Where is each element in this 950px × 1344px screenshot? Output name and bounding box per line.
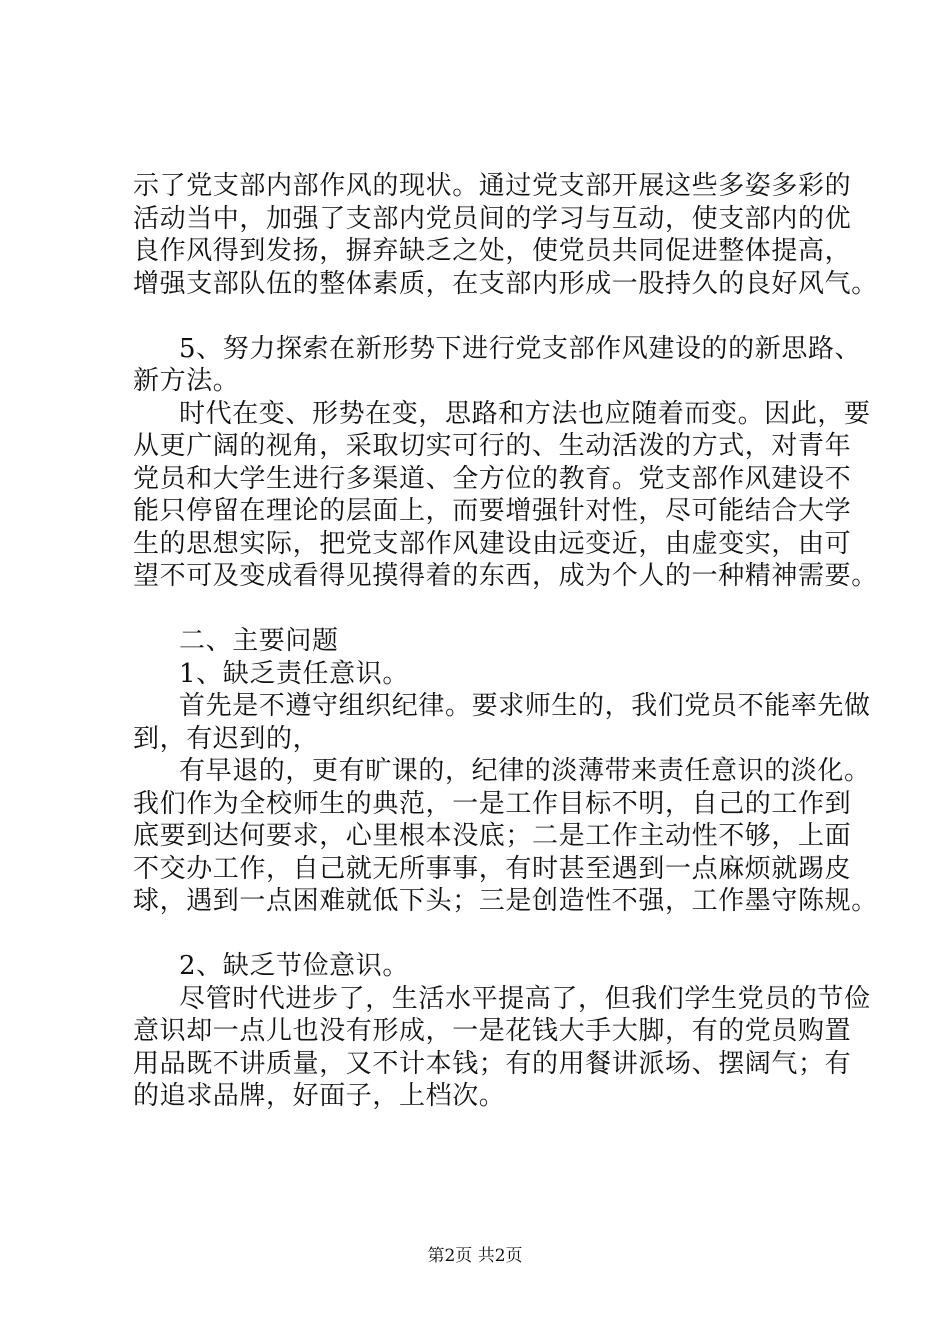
section-heading: 5、努力探索在新形势下进行党支部作风建设的的新思路、 bbox=[179, 333, 862, 364]
text-line: 底要到达何要求，心里根本没底；二是工作主动性不够，上面 bbox=[133, 821, 852, 851]
text-line: 时代在变、形势在变，思路和方法也应随着而变。因此，要 bbox=[179, 398, 871, 429]
text-line: 到，有迟到的， bbox=[133, 723, 320, 754]
text-line: 有早退的，更有旷课的，纪律的淡薄带来责任意识的淡化。 bbox=[179, 756, 871, 786]
text-line: 尽管时代进步了，生活水平提高了，但我们学生党员的节俭 bbox=[179, 983, 871, 1014]
text-line: 望不可及变成看得见摸得着的东西，成为个人的一种精神需要。 bbox=[133, 561, 878, 591]
text-line: 活动当中，加强了支部内党员间的学习与互动，使支部内的优 bbox=[133, 203, 852, 234]
text-line: 示了党支部内部作风的现状。通过党支部开展这些多姿多彩的 bbox=[133, 171, 852, 201]
subsection-heading: 2、缺乏节俭意识。 bbox=[179, 951, 409, 981]
page-number-footer: 第2页 共2页 bbox=[427, 1246, 523, 1266]
document-body bbox=[133, 170, 878, 1113]
paragraph-gap bbox=[133, 300, 853, 333]
text-line: 用品既不讲质量，又不计本钱；有的用餐讲派场、摆阔气；有 bbox=[133, 1048, 852, 1079]
text-line: 球，遇到一点困难就低下头；三是创造性不强，工作墨守陈规。 bbox=[133, 886, 878, 916]
section-heading: 二、主要问题 bbox=[179, 626, 339, 656]
text-line: 我们作为全校师生的典范，一是工作目标不明，自己的工作到 bbox=[133, 788, 852, 819]
text-line: 生的思想实际，把党支部作风建设由远变近，由虚变实，由可 bbox=[133, 528, 852, 559]
paragraph-gap bbox=[133, 918, 853, 951]
text-line: 意识却一点儿也没有形成，一是花钱大手大脚，有的党员购置 bbox=[133, 1016, 852, 1046]
text-line: 良作风得到发扬，摒弃缺乏之处，使党员共同促进整体提高， bbox=[133, 236, 852, 266]
paragraph-gap bbox=[133, 593, 853, 626]
text-line: 不交办工作，自己就无所事事，有时甚至遇到一点麻烦就踢皮 bbox=[133, 853, 852, 884]
text-line: 新方法。 bbox=[133, 366, 240, 396]
text-line: 首先是不遵守组织纪律。要求师生的，我们党员不能率先做 bbox=[179, 691, 871, 721]
subsection-heading: 1、缺乏责任意识。 bbox=[179, 658, 409, 689]
text-line: 的追求品牌，好面子，上档次。 bbox=[133, 1081, 506, 1111]
text-line: 增强支部队伍的整体素质，在支部内形成一股持久的良好风气。 bbox=[133, 268, 878, 299]
text-line: 能只停留在理论的层面上，而要增强针对性，尽可能结合大学 bbox=[133, 496, 852, 526]
text-line: 党员和大学生进行多渠道、全方位的教育。党支部作风建设不 bbox=[133, 463, 852, 494]
text-line: 从更广阔的视角，采取切实可行的、生动活泼的方式，对青年 bbox=[133, 431, 852, 461]
